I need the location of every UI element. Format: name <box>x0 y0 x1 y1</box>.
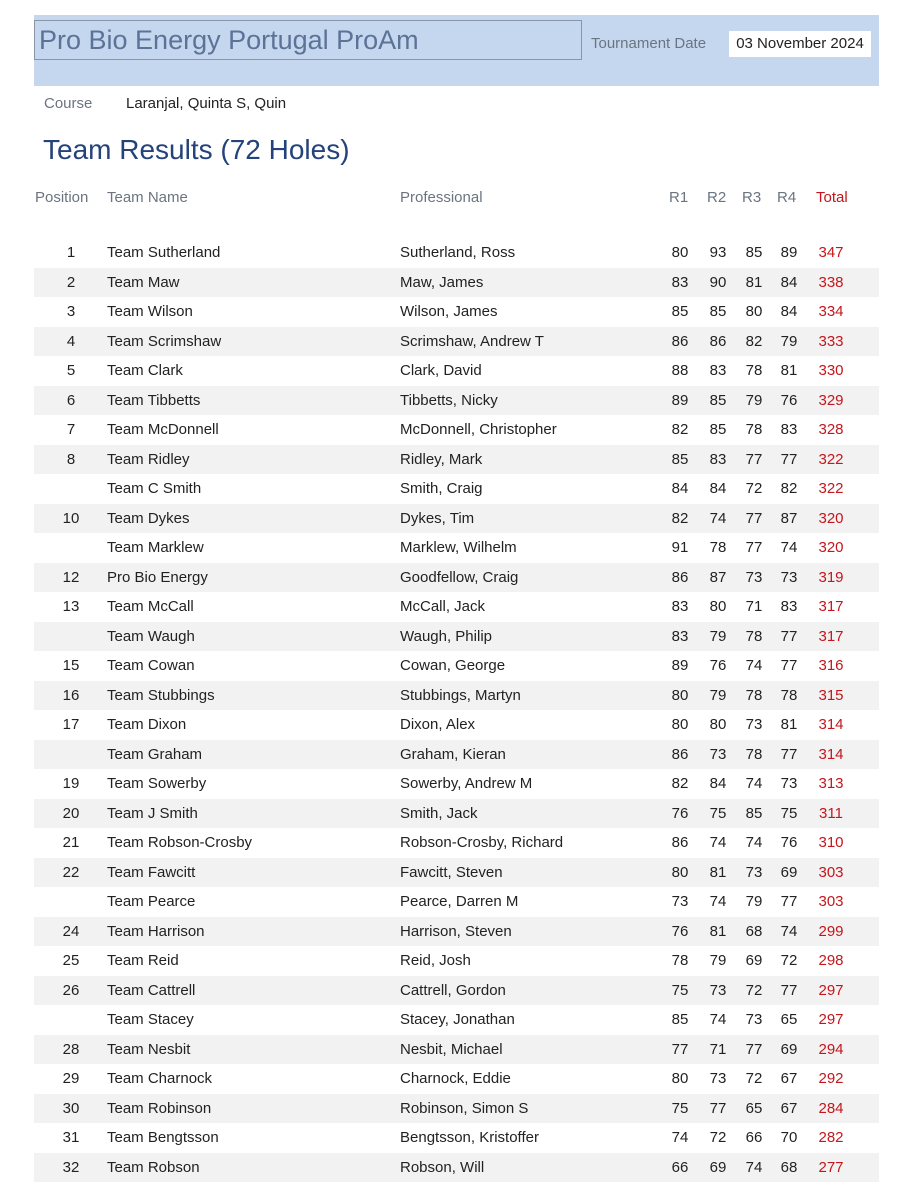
round-1-score-cell: 80 <box>671 863 689 881</box>
team-name-cell: Team Dixon <box>107 716 187 733</box>
round-3-score-cell: 78 <box>745 686 763 704</box>
round-2-score-cell: 90 <box>709 273 727 291</box>
round-3-score-cell: 72 <box>745 981 763 999</box>
round-2-score-cell: 83 <box>709 362 727 379</box>
professional-cell: Smith, Craig <box>400 480 483 497</box>
professional-cell: Pearce, Darren M <box>400 893 519 910</box>
round-1-score-cell: 80 <box>671 244 689 261</box>
round-3-score-cell: 77 <box>745 1040 763 1058</box>
round-3-score-cell: 78 <box>745 627 763 645</box>
table-row <box>34 1064 879 1094</box>
results-table <box>34 238 879 1182</box>
round-1-score-cell: 80 <box>671 716 689 733</box>
position-cell: 15 <box>62 657 80 674</box>
professional-cell: Stubbings, Martyn <box>400 686 521 704</box>
round-4-score-cell: 83 <box>780 421 798 438</box>
round-4-score-cell: 74 <box>780 539 798 556</box>
round-2-score-cell: 78 <box>709 539 727 556</box>
round-4-score-cell: 77 <box>780 981 798 999</box>
column-header-professional: Professional <box>400 189 483 206</box>
team-name-cell: Team Tibbetts <box>107 391 201 409</box>
team-name-cell: Team Robinson <box>107 1099 212 1117</box>
table-row <box>34 1035 879 1065</box>
round-1-score-cell: 74 <box>671 1129 689 1146</box>
table-row <box>34 504 879 534</box>
round-1-score-cell: 78 <box>671 952 689 969</box>
table-row <box>34 799 879 829</box>
professional-cell: Marklew, Wilhelm <box>400 539 517 556</box>
professional-cell: McDonnell, Christopher <box>400 421 557 438</box>
team-name-cell: Team Clark <box>107 362 183 379</box>
table-row <box>34 238 879 268</box>
round-2-score-cell: 81 <box>709 922 727 940</box>
round-1-score-cell: 88 <box>671 362 689 379</box>
round-3-score-cell: 85 <box>745 804 763 822</box>
position-cell: 7 <box>66 421 76 438</box>
team-name-cell: Team Wilson <box>107 303 193 320</box>
round-2-score-cell: 76 <box>709 657 727 674</box>
team-name-cell: Team Sowerby <box>107 775 207 792</box>
column-header-team-name: Team Name <box>107 189 188 206</box>
table-row <box>34 740 879 770</box>
position-cell: 8 <box>66 450 76 468</box>
round-4-score-cell: 73 <box>780 568 798 586</box>
round-4-score-cell: 70 <box>780 1129 798 1146</box>
total-score-cell: 303 <box>818 863 844 881</box>
table-row <box>34 474 879 504</box>
round-3-score-cell: 77 <box>745 539 763 556</box>
round-4-score-cell: 68 <box>780 1158 798 1176</box>
column-header-total: Total <box>816 189 848 206</box>
total-score-cell: 282 <box>818 1129 844 1146</box>
total-score-cell: 322 <box>818 480 844 497</box>
professional-cell: Fawcitt, Steven <box>400 863 503 881</box>
position-cell: 20 <box>62 804 80 822</box>
round-1-score-cell: 91 <box>671 539 689 556</box>
round-4-score-cell: 87 <box>780 509 798 527</box>
round-1-score-cell: 82 <box>671 775 689 792</box>
table-row <box>34 356 879 386</box>
round-3-score-cell: 66 <box>745 1129 763 1146</box>
professional-cell: Sutherland, Ross <box>400 244 516 261</box>
round-1-score-cell: 75 <box>671 981 689 999</box>
round-2-score-cell: 73 <box>709 745 727 763</box>
round-4-score-cell: 69 <box>780 1040 798 1058</box>
table-row <box>34 769 879 799</box>
total-score-cell: 311 <box>819 804 843 822</box>
table-row <box>34 563 879 593</box>
round-4-score-cell: 78 <box>780 686 798 704</box>
professional-cell: Cowan, George <box>400 657 506 674</box>
round-1-score-cell: 77 <box>671 1040 689 1058</box>
team-name-cell: Team Robson <box>107 1158 200 1176</box>
round-4-score-cell: 77 <box>780 893 798 910</box>
professional-cell: Dykes, Tim <box>400 509 475 527</box>
professional-cell: Nesbit, Michael <box>400 1040 503 1058</box>
position-cell: 32 <box>62 1158 80 1176</box>
round-1-score-cell: 86 <box>671 568 689 586</box>
team-name-cell: Team Sutherland <box>107 244 221 261</box>
team-name-cell: Pro Bio Energy <box>107 568 208 586</box>
position-cell: 25 <box>62 952 80 969</box>
round-4-score-cell: 77 <box>780 450 798 468</box>
position-cell: 28 <box>62 1040 80 1058</box>
professional-cell: Cattrell, Gordon <box>400 981 506 999</box>
table-row <box>34 887 879 917</box>
round-3-score-cell: 73 <box>745 863 763 881</box>
round-2-score-cell: 74 <box>709 893 727 910</box>
table-row <box>34 268 879 298</box>
total-score-cell: 310 <box>818 834 844 851</box>
position-cell: 3 <box>66 303 76 320</box>
total-score-cell: 314 <box>818 745 844 763</box>
professional-cell: Robson-Crosby, Richard <box>400 834 564 851</box>
total-score-cell: 313 <box>818 775 844 792</box>
table-row <box>34 710 879 740</box>
team-name-cell: Team Nesbit <box>107 1040 191 1058</box>
team-name-cell: Team Bengtsson <box>107 1129 219 1146</box>
team-name-cell: Team C Smith <box>107 480 202 497</box>
total-score-cell: 294 <box>818 1040 844 1058</box>
total-score-cell: 297 <box>818 981 844 999</box>
table-row <box>34 1005 879 1035</box>
total-score-cell: 319 <box>818 568 844 586</box>
professional-cell: McCall, Jack <box>400 598 486 615</box>
table-row <box>34 415 879 445</box>
team-name-cell: Team Robson-Crosby <box>107 834 253 851</box>
round-4-score-cell: 77 <box>780 745 798 763</box>
professional-cell: Charnock, Eddie <box>400 1070 511 1087</box>
team-name-cell: Team Reid <box>107 952 179 969</box>
round-4-score-cell: 81 <box>780 362 798 379</box>
team-name-cell: Team Cattrell <box>107 981 196 999</box>
round-3-score-cell: 74 <box>745 657 763 674</box>
round-1-score-cell: 86 <box>671 745 689 763</box>
round-3-score-cell: 77 <box>745 509 763 527</box>
round-1-score-cell: 82 <box>671 509 689 527</box>
total-score-cell: 298 <box>818 952 844 969</box>
total-score-cell: 347 <box>818 244 844 261</box>
team-name-cell: Team McCall <box>107 598 194 615</box>
total-score-cell: 338 <box>818 273 844 291</box>
round-3-score-cell: 74 <box>745 834 763 851</box>
position-cell: 13 <box>62 598 80 615</box>
section-title: Team Results (72 Holes) <box>43 134 350 165</box>
position-cell: 30 <box>62 1099 80 1117</box>
round-4-score-cell: 84 <box>780 303 798 320</box>
course-label: Course <box>44 95 93 112</box>
round-3-score-cell: 73 <box>745 1011 763 1028</box>
position-cell: 10 <box>62 509 80 527</box>
team-name-cell: Team Fawcitt <box>107 863 196 881</box>
round-3-score-cell: 81 <box>745 273 763 291</box>
table-row <box>34 858 879 888</box>
round-4-score-cell: 72 <box>780 952 798 969</box>
round-4-score-cell: 83 <box>780 598 798 615</box>
round-2-score-cell: 71 <box>709 1040 727 1058</box>
table-row <box>34 828 879 858</box>
professional-cell: Reid, Josh <box>400 952 471 969</box>
round-2-score-cell: 86 <box>709 332 727 350</box>
round-2-score-cell: 73 <box>709 1070 727 1087</box>
team-name-cell: Team McDonnell <box>107 421 219 438</box>
total-score-cell: 330 <box>818 362 844 379</box>
team-name-cell: Team Charnock <box>107 1070 213 1087</box>
total-score-cell: 329 <box>818 391 844 409</box>
professional-cell: Tibbetts, Nicky <box>400 391 498 409</box>
column-header-r2: R2 <box>707 189 727 206</box>
total-score-cell: 292 <box>818 1070 844 1087</box>
position-cell: 31 <box>62 1129 80 1146</box>
total-score-cell: 320 <box>818 539 844 556</box>
table-row <box>34 946 879 976</box>
round-1-score-cell: 85 <box>671 450 689 468</box>
round-2-score-cell: 85 <box>709 303 727 320</box>
total-score-cell: 297 <box>818 1011 844 1028</box>
round-4-score-cell: 76 <box>780 834 798 851</box>
position-cell: 2 <box>66 273 76 291</box>
round-4-score-cell: 75 <box>780 804 798 822</box>
round-4-score-cell: 79 <box>780 332 798 350</box>
round-4-score-cell: 84 <box>780 273 798 291</box>
round-3-score-cell: 72 <box>745 1070 763 1087</box>
round-2-score-cell: 84 <box>709 480 727 497</box>
event-title-field[interactable]: Pro Bio Energy Portugal ProAm <box>34 20 582 60</box>
professional-cell: Maw, James <box>400 273 484 291</box>
position-cell: 17 <box>62 716 80 733</box>
professional-cell: Graham, Kieran <box>400 745 506 763</box>
table-row <box>34 622 879 652</box>
professional-cell: Wilson, James <box>400 303 498 320</box>
round-1-score-cell: 82 <box>671 421 689 438</box>
round-2-score-cell: 79 <box>709 686 727 704</box>
round-4-score-cell: 77 <box>780 657 798 674</box>
course-value: Laranjal, Quinta S, Quin <box>126 95 287 112</box>
round-1-score-cell: 89 <box>671 391 689 409</box>
round-2-score-cell: 85 <box>709 391 727 409</box>
round-1-score-cell: 76 <box>671 922 689 940</box>
professional-cell: Smith, Jack <box>400 804 478 822</box>
position-cell: 16 <box>62 686 80 704</box>
professional-cell: Robson, Will <box>400 1158 485 1176</box>
round-3-score-cell: 80 <box>745 303 763 320</box>
tournament-date-field[interactable]: 03 November 2024 <box>729 31 871 57</box>
professional-cell: Scrimshaw, Andrew T <box>400 332 544 350</box>
column-header-r3: R3 <box>742 189 762 206</box>
total-score-cell: 334 <box>818 303 844 320</box>
round-2-score-cell: 93 <box>709 244 727 261</box>
round-1-score-cell: 86 <box>671 332 689 350</box>
table-row <box>34 976 879 1006</box>
round-3-score-cell: 79 <box>745 893 763 910</box>
team-name-cell: Team Ridley <box>107 450 190 468</box>
round-2-score-cell: 84 <box>709 775 727 792</box>
team-name-cell: Team Pearce <box>107 893 196 910</box>
position-cell: 21 <box>62 834 80 851</box>
round-2-score-cell: 79 <box>709 627 727 645</box>
round-1-score-cell: 89 <box>671 657 689 674</box>
team-name-cell: Team J Smith <box>107 804 198 822</box>
round-4-score-cell: 77 <box>780 627 798 645</box>
round-3-score-cell: 69 <box>745 952 763 969</box>
total-score-cell: 317 <box>818 627 844 645</box>
round-2-score-cell: 80 <box>709 716 727 733</box>
round-4-score-cell: 74 <box>780 922 798 940</box>
team-name-cell: Team Waugh <box>107 627 195 645</box>
round-3-score-cell: 68 <box>745 922 763 940</box>
column-header-r4: R4 <box>777 189 797 206</box>
round-3-score-cell: 78 <box>745 421 763 438</box>
position-cell: 6 <box>66 391 76 409</box>
table-row <box>34 681 879 711</box>
tournament-date-label: Tournament Date <box>591 35 707 52</box>
table-row <box>34 533 879 563</box>
team-name-cell: Team Cowan <box>107 657 195 674</box>
column-header-position: Position <box>35 189 89 206</box>
round-3-score-cell: 73 <box>745 716 763 733</box>
round-3-score-cell: 82 <box>745 332 763 350</box>
round-2-score-cell: 85 <box>709 421 727 438</box>
round-1-score-cell: 85 <box>671 1011 689 1028</box>
column-header-r1: R1 <box>669 189 689 206</box>
round-2-score-cell: 74 <box>709 509 727 527</box>
round-1-score-cell: 76 <box>671 804 689 822</box>
table-row <box>34 651 879 681</box>
round-1-score-cell: 80 <box>671 1070 689 1087</box>
round-4-score-cell: 81 <box>780 716 798 733</box>
table-row <box>34 1094 879 1124</box>
round-2-score-cell: 73 <box>709 981 727 999</box>
professional-cell: Bengtsson, Kristoffer <box>400 1129 539 1146</box>
round-1-score-cell: 85 <box>671 303 689 320</box>
round-3-score-cell: 85 <box>745 244 763 261</box>
total-score-cell: 315 <box>818 686 844 704</box>
round-2-score-cell: 79 <box>709 952 727 969</box>
table-row <box>34 445 879 475</box>
position-cell: 1 <box>66 244 76 261</box>
round-1-score-cell: 84 <box>671 480 689 497</box>
round-2-score-cell: 80 <box>709 598 727 615</box>
total-score-cell: 322 <box>818 450 844 468</box>
professional-cell: Harrison, Steven <box>400 922 512 940</box>
professional-cell: Ridley, Mark <box>400 450 483 468</box>
total-score-cell: 277 <box>818 1158 844 1176</box>
round-1-score-cell: 75 <box>671 1099 689 1117</box>
round-3-score-cell: 77 <box>745 450 763 468</box>
table-row <box>34 1153 879 1183</box>
team-name-cell: Team Maw <box>107 273 180 291</box>
round-2-score-cell: 72 <box>709 1129 727 1146</box>
total-score-cell: 314 <box>818 716 844 733</box>
team-name-cell: Team Harrison <box>107 922 205 940</box>
round-1-score-cell: 83 <box>671 598 689 615</box>
round-2-score-cell: 87 <box>709 568 727 586</box>
team-name-cell: Team Dykes <box>107 509 190 527</box>
professional-cell: Clark, David <box>400 362 482 379</box>
round-3-score-cell: 79 <box>745 391 763 409</box>
team-name-cell: Team Stubbings <box>107 686 215 704</box>
position-cell: 24 <box>62 922 80 940</box>
round-2-score-cell: 75 <box>709 804 727 822</box>
position-cell: 22 <box>62 863 80 881</box>
round-2-score-cell: 83 <box>709 450 727 468</box>
position-cell: 12 <box>62 568 80 586</box>
round-4-score-cell: 82 <box>780 480 798 497</box>
round-2-score-cell: 69 <box>709 1158 727 1176</box>
round-3-score-cell: 74 <box>745 775 763 792</box>
round-4-score-cell: 69 <box>780 863 798 881</box>
round-4-score-cell: 76 <box>780 391 798 409</box>
round-3-score-cell: 74 <box>745 1158 763 1176</box>
position-cell: 4 <box>66 332 76 350</box>
team-name-cell: Team Scrimshaw <box>107 332 222 350</box>
round-1-score-cell: 83 <box>671 273 689 291</box>
professional-cell: Stacey, Jonathan <box>400 1011 515 1028</box>
professional-cell: Sowerby, Andrew M <box>400 775 533 792</box>
round-4-score-cell: 65 <box>780 1011 798 1028</box>
round-1-score-cell: 80 <box>671 686 689 704</box>
position-cell: 29 <box>62 1070 80 1087</box>
team-name-cell: Team Marklew <box>107 539 204 556</box>
round-3-score-cell: 78 <box>745 362 763 379</box>
team-name-cell: Team Stacey <box>107 1011 194 1028</box>
round-3-score-cell: 72 <box>745 480 763 497</box>
round-2-score-cell: 81 <box>709 863 727 881</box>
professional-cell: Dixon, Alex <box>400 716 476 733</box>
round-4-score-cell: 89 <box>780 244 798 261</box>
total-score-cell: 284 <box>818 1099 844 1117</box>
round-3-score-cell: 71 <box>745 598 763 615</box>
total-score-cell: 320 <box>818 509 844 527</box>
round-3-score-cell: 78 <box>745 745 763 763</box>
table-row <box>34 592 879 622</box>
round-3-score-cell: 65 <box>745 1099 763 1117</box>
position-cell: 19 <box>62 775 80 792</box>
total-score-cell: 316 <box>818 657 844 674</box>
round-2-score-cell: 74 <box>709 1011 727 1028</box>
table-row <box>34 327 879 357</box>
professional-cell: Robinson, Simon S <box>400 1099 529 1117</box>
professional-cell: Goodfellow, Craig <box>400 568 519 586</box>
table-row <box>34 386 879 416</box>
round-2-score-cell: 77 <box>709 1099 727 1117</box>
round-1-score-cell: 66 <box>671 1158 689 1176</box>
table-row <box>34 1123 879 1153</box>
team-name-cell: Team Graham <box>107 745 203 763</box>
total-score-cell: 328 <box>818 421 844 438</box>
total-score-cell: 333 <box>818 332 844 350</box>
round-4-score-cell: 67 <box>780 1099 798 1117</box>
position-cell: 26 <box>62 981 80 999</box>
round-1-score-cell: 83 <box>671 627 689 645</box>
position-cell: 5 <box>66 362 76 379</box>
table-row <box>34 917 879 947</box>
total-score-cell: 303 <box>818 893 844 910</box>
round-1-score-cell: 86 <box>671 834 689 851</box>
round-1-score-cell: 73 <box>671 893 689 910</box>
professional-cell: Waugh, Philip <box>400 627 492 645</box>
total-score-cell: 317 <box>818 598 844 615</box>
round-2-score-cell: 74 <box>709 834 727 851</box>
round-4-score-cell: 67 <box>780 1070 798 1087</box>
round-4-score-cell: 73 <box>780 775 798 792</box>
round-3-score-cell: 73 <box>745 568 763 586</box>
table-row <box>34 297 879 327</box>
total-score-cell: 299 <box>818 922 844 940</box>
